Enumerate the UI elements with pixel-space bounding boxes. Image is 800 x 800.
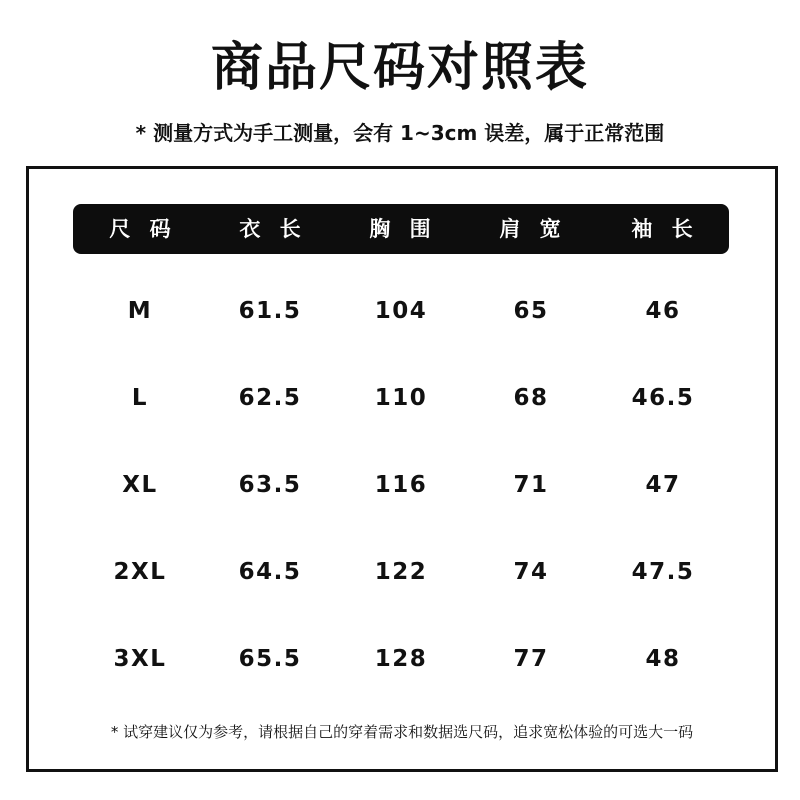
measurement-note: * 测量方式为手工测量，会有 1~3cm 误差，属于正常范围 [135, 121, 665, 145]
fit-advice-note: * 试穿建议仅为参考，请根据自己的穿着需求和数据选尺码，追求宽松体验的可选大一码 [110, 723, 694, 741]
chest-cell: 104 [374, 298, 428, 324]
header-size: 尺 码 [109, 217, 177, 241]
size-cell: L [131, 385, 149, 411]
sleeve-cell: 47.5 [631, 559, 695, 585]
size-cell: 3XL [113, 646, 167, 672]
shoulder-cell: 74 [513, 559, 549, 585]
sleeve-cell: 48 [645, 646, 681, 672]
table-row [29, 378, 775, 418]
shoulder-cell: 77 [513, 646, 549, 672]
shoulder-cell: 68 [513, 385, 549, 411]
size-cell: 2XL [113, 559, 167, 585]
length-cell: 65.5 [238, 646, 302, 672]
table-row [29, 465, 775, 505]
chest-cell: 116 [374, 472, 428, 498]
shoulder-cell: 71 [513, 472, 549, 498]
chest-cell: 122 [374, 559, 428, 585]
shoulder-cell: 65 [513, 298, 549, 324]
length-cell: 62.5 [238, 385, 302, 411]
length-cell: 63.5 [238, 472, 302, 498]
table-row [29, 639, 775, 679]
length-cell: 64.5 [238, 559, 302, 585]
header-length: 衣 长 [239, 217, 307, 241]
table-row [29, 552, 775, 592]
size-table-frame [26, 166, 778, 772]
chest-cell: 110 [374, 385, 428, 411]
length-cell: 61.5 [238, 298, 302, 324]
sleeve-cell: 46.5 [631, 385, 695, 411]
size-cell: XL [122, 472, 158, 498]
chest-cell: 128 [374, 646, 428, 672]
sleeve-cell: 47 [645, 472, 681, 498]
header-shoulder: 肩 宽 [499, 217, 567, 241]
size-cell: M [127, 298, 153, 324]
sleeve-cell: 46 [645, 298, 681, 324]
header-sleeve: 袖 长 [631, 217, 699, 241]
table-row [29, 291, 775, 331]
table-header [73, 204, 729, 254]
page-title: 商品尺码对照表 [210, 38, 589, 98]
header-chest: 胸 围 [369, 217, 437, 241]
